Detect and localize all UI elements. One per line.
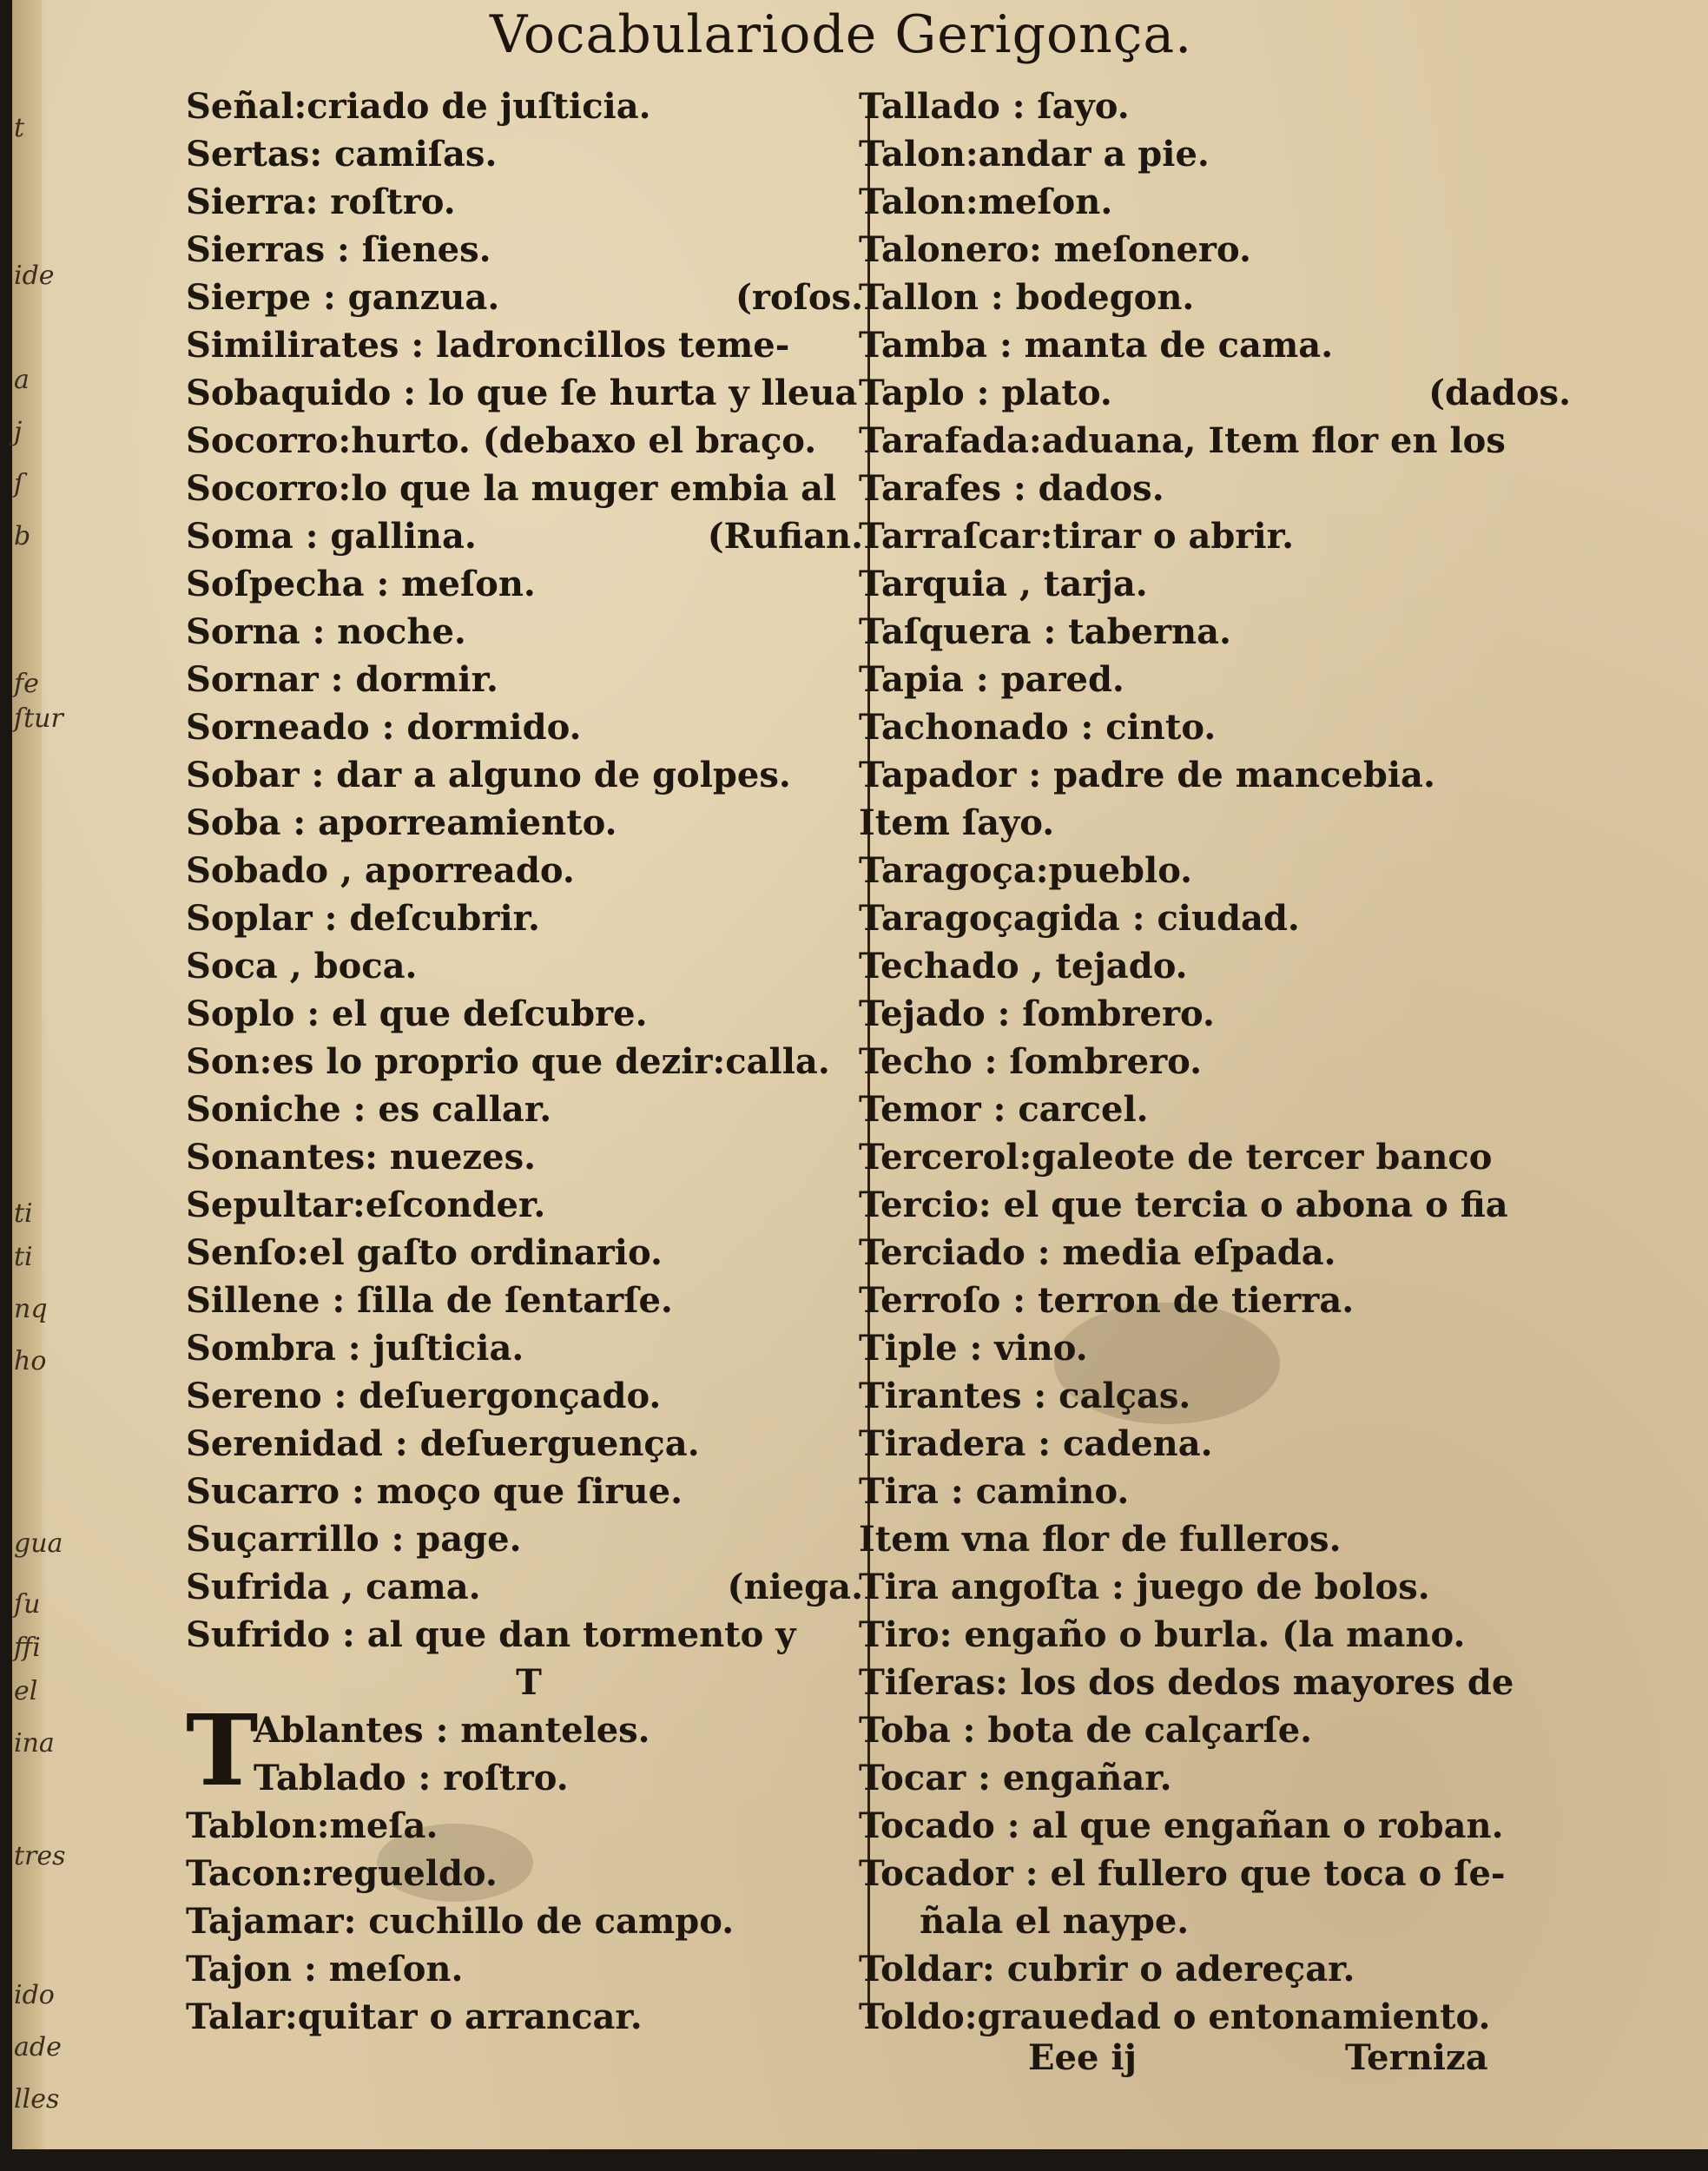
entry-line: Taragoça:pueblo. [859,850,1193,891]
entry-line: Talon:meſon. [859,181,1113,222]
page-footer [1028,2032,1514,2084]
entry-line: Socorro:hurto. (debaxo el braço. [186,420,817,461]
entry-line: Sufrida , cama. (niega. [186,1563,872,1611]
gutter-fragment: ade [14,2032,62,2062]
entry-line: Sobado , aporreado. [186,850,575,891]
entry-line: T Ablantes : manteles. [186,1694,650,1808]
entry-line: Suçarrillo : page. [186,1519,522,1560]
gutter-fragment: el [14,1676,38,1706]
entry-line: Sornar : dormir. [186,659,498,700]
entry-line: Soplar : deſcubrir. [186,898,540,939]
entry-line: Sombra : juſticia. [186,1328,524,1369]
entry-line: Tarraſcar:tirar o abrir. [859,516,1294,557]
left-column [186,82,872,2041]
signature-mark: Eee ij [1028,2037,1137,2078]
gutter-fragment: ffi [14,1633,41,1663]
right-column [859,82,1579,2041]
entry-line: Tajon : meſon. [186,1949,464,1990]
entry-line: Toba : bota de calçarſe. [859,1710,1313,1751]
gutter-fragment: ho [14,1346,47,1376]
entry-line: Serenidad : deſuerguença. [186,1423,700,1464]
entry-line: Sillene : ſilla de ſentarſe. [186,1280,673,1321]
entry-line: ñala el naype. [920,1901,1190,1942]
gutter-fragment: ſ [14,469,24,499]
gutter-fragment: lles [14,2084,60,2115]
entry-line: Sierras : ſienes. [186,229,491,270]
entry-line: Soba : aporreamiento. [186,802,617,843]
entry-line: Tirantes : calças. [859,1376,1191,1416]
entry-line: Tachonado : cinto. [859,707,1217,748]
entry-line: Tiradera : cadena. [859,1423,1213,1464]
turnover-text: (roſos. [735,277,863,318]
entry-line: Item vna flor de fulleros. [859,1519,1342,1560]
entry-line: Toldar: cubrir o adereçar. [859,1949,1355,1990]
entry-line: Soma : gallina. (Rufian. [186,512,872,560]
entry-line: Sorneado : dormido. [186,707,582,748]
entry-line: Senſo:el gaſto ordinario. [186,1232,663,1273]
entry-line: Item ſayo. [859,802,1055,843]
entry-line: Soca , boca. [186,946,418,987]
entry-line: Tira angoſta : juego de bolos. [859,1567,1430,1607]
entry-line: Terciado : media eſpada. [859,1232,1336,1273]
entry-line: Techado , tejado. [859,946,1188,987]
gutter-fragment: a [14,365,30,395]
entry-line: Tablado : roſtro. [254,1758,569,1798]
entry-line: Sonantes: nuezes. [186,1137,537,1178]
gutter-fragment: ti [14,1242,33,1272]
entry-line: Tocar : engañar. [859,1758,1172,1798]
entry-line: Soſpecha : meſon. [186,564,536,604]
entry-line: Tacon:regueldo. [186,1853,498,1894]
entry-line: Talonero: meſonero. [859,229,1251,270]
gutter-fragment: nq [14,1294,48,1324]
entry-line: Taſquera : taberna. [859,611,1231,652]
entry-line: Toldo:grauedad o entonamiento. [859,1996,1491,2037]
facing-page-gutter [12,0,66,2149]
entry-line: Tercerol:galeote de tercer banco [859,1137,1493,1178]
entry-line: Sierpe : ganzua. (roſos. [186,274,872,321]
page-title: Vocabulariode Gerigonça. [490,4,1193,65]
gutter-fragment: ido [14,1980,55,2010]
gutter-fragment: fe [14,669,39,699]
entry-line: Talar:quitar o arrancar. [186,1996,643,2037]
entry-line: Tallado : ſayo. [859,86,1130,127]
entry-line: Talon:andar a pie. [859,134,1210,175]
gutter-fragment: j [14,417,23,447]
entry-line: Tapia : pared. [859,659,1124,700]
entry-line: Tocador : el fullero que toca o ſe- [859,1853,1506,1894]
entry-line: Soplo : el que deſcubre. [186,993,648,1034]
entry-line: Sepultar:eſconder. [186,1184,546,1225]
entry-line: Sereno : deſuergonçado. [186,1376,662,1416]
entry-line: Tira : camino. [859,1471,1130,1512]
entry-line: Son:es lo proprio que dezir:calla. [186,1041,830,1082]
gutter-fragment: ide [14,261,55,291]
gutter-fragment: tres [14,1841,66,1871]
entry-line: Tablon:meſa. [186,1805,439,1846]
gutter-fragment: ſtur [14,703,63,734]
drop-cap: T [186,1694,259,1808]
entry-line: Taragoçagida : ciudad. [859,898,1300,939]
turnover-text: (dados. [1428,373,1571,413]
entry-line: Sucarro : moço que ſirue. [186,1471,683,1512]
entry-line: Señal:criado de juſticia. [186,86,651,127]
entry-line: Tercio: el que tercia o abona o fia [859,1184,1508,1225]
entry-line: Sufrido : al que dan tormento y [186,1614,796,1655]
entry-line: Sobaquido : lo que ſe hurta y lleua [186,373,858,413]
entry-line: Temor : carcel. [859,1089,1149,1130]
book-page [12,0,1708,2149]
turnover-text: (niega. [727,1567,863,1607]
entry-line: Sertas: camiſas. [186,134,498,175]
entry-line: Tajamar: cuchillo de campo. [186,1901,735,1942]
gutter-fragment: t [14,113,25,143]
entry-line: Tarafes : dados. [859,468,1164,509]
entry-line: Techo : ſombrero. [859,1041,1203,1082]
gutter-fragment: ti [14,1198,33,1229]
entry-line: Terroſo : terron de tierra. [859,1280,1355,1321]
gutter-fragment: ſu [14,1589,41,1620]
catchword: Terniza [1345,2037,1488,2078]
entry-line: Sorna : noche. [186,611,466,652]
entry-line: Socorro:lo que la muger embia al [186,468,837,509]
gutter-fragment: b [14,521,31,551]
entry-line: Soniche : es callar. [186,1089,552,1130]
entry-line: Tiſeras: los dos dedos mayores de [859,1662,1514,1703]
entry-line: Tallon : bodegon. [859,277,1195,318]
entry-line: Similirates : ladroncillos teme- [186,325,790,366]
entry-line: Tocado : al que engañan o roban. [859,1805,1504,1846]
entry-line: Tapador : padre de mancebia. [859,755,1435,795]
entry-line: Tiple : vino. [859,1328,1088,1369]
entry-line: Sierra: roſtro. [186,181,456,222]
entry-line: Tiro: engaño o burla. (la mano. [859,1614,1466,1655]
gutter-fragment: gua [14,1528,63,1559]
entry-line: Tejado : ſombrero. [859,993,1215,1034]
entry-line: Tarquia , tarja. [859,564,1148,604]
turnover-text: (Rufian. [707,516,863,557]
section-letter: T [516,1662,542,1703]
entry-line: Tarafada:aduana, Item flor en los [859,420,1506,461]
gutter-fragment: ina [14,1728,55,1759]
entry-line: Tamba : manta de cama. [859,325,1334,366]
entry-line: Sobar : dar a alguno de golpes. [186,755,791,795]
entry-line: Taplo : plato. (dados. [859,369,1579,417]
